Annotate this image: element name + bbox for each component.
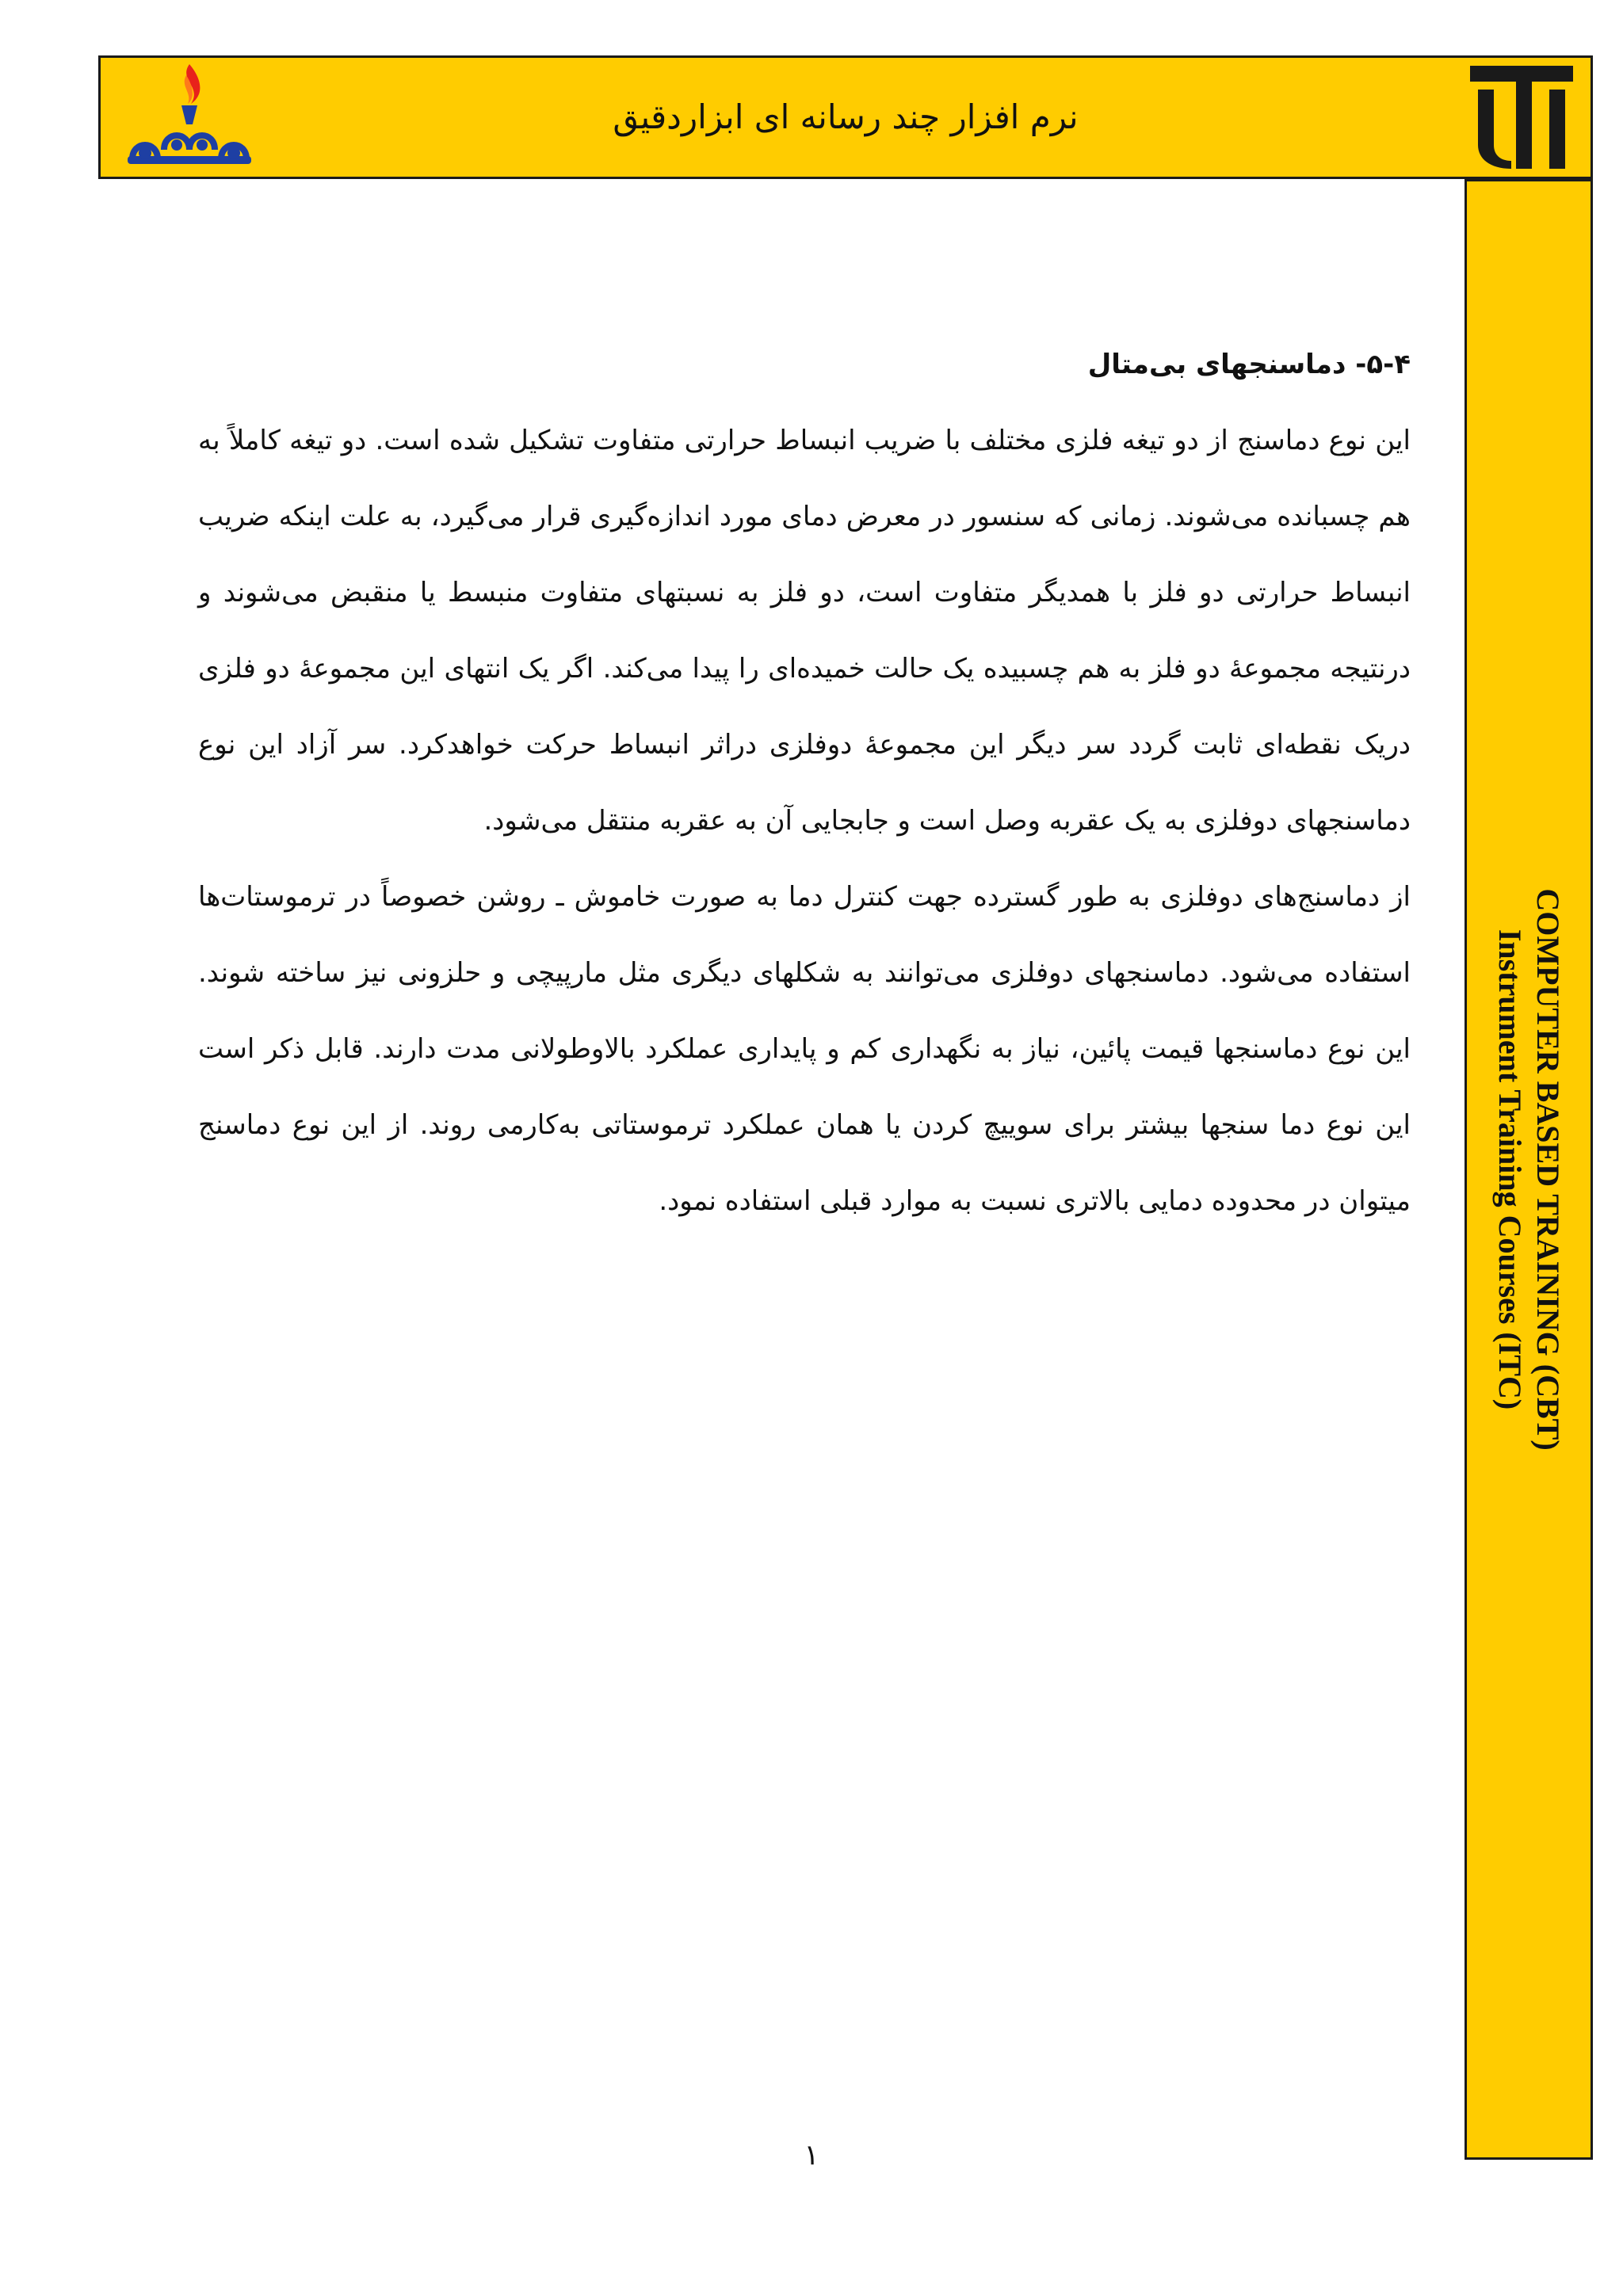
side-band [1465,179,1593,2160]
paragraph-1: این نوع دماسنج از دو تیغه فلزی مختلف با ضریب انبساط حرارتی متفاوت تشکیل شده است. دو تیغه کاملاً به هم چسبانده می‌شوند. زمانی که سنسور در معرض دمای مورد اندازه‌گیری قرار می‌گیرد، به علت اینکه ضریب انبساط حرارتی دو فلز با همدیگر متفاوت است، دو فلز به نسبتهای متفاوت منبسط یا منقبض می‌شوند و درنتیجه مجموعهٔ دو فلز به هم چسبیده یک حالت خمیده‌ای را پیدا می‌کند. اگر یک انتهای این مجموعهٔ دو فلزی دریک نقطه‌ای ثابت گردد سر دیگر این مجموعهٔ دوفلزی دراثر انبساط حرکت خواهدکرد. سر آزاد این نوع دماسنجهای دوفلزی به یک عقربه وصل است و جابجایی آن به عقربه منتقل می‌شود. [198,425,1411,837]
side-band-line-2: Instrument Training Courses (ITC) [1492,929,1528,1410]
page-number: ۱ [804,2139,819,2172]
side-band-text [1491,888,1567,1450]
nioc-logo-icon [109,58,267,177]
cbt-logo-icon [1454,58,1589,177]
paragraph-2: از دماسنج‌های دوفلزی به طور گسترده جهت کنترل دما به صورت خاموش ـ روشن خصوصاً در ترموستات‌ها استفاده می‌شود. دماسنجهای دوفلزی می‌توانند به شکلهای دیگری مثل مارپیچی و حلزونی نیز ساخته شوند. این نوع دماسنجها قیمت پائین، نیاز به نگهداری کم و پایداری عملکرد بالاوطولانی مدت دارند. قابل ذکر است این نوع دما سنجها بیشتر برای سوییچ کردن یا همان عملکرد ترموستاتی به‌کارمی روند. از این نوع دماسنج میتوان در محدوده دمایی بالاتری نسبت به موارد قبلی استفاده نمود. [198,881,1411,1217]
page-header [98,55,1593,179]
document-body [198,326,1411,1239]
section-heading: ۵-۴- دماسنجهای بی‌متال [1087,349,1411,380]
header-title: نرم افزار چند رسانه ای ابزاردقیق [613,97,1079,136]
side-band-line-1: COMPUTER BASED TRAINING (CBT) [1530,888,1566,1451]
